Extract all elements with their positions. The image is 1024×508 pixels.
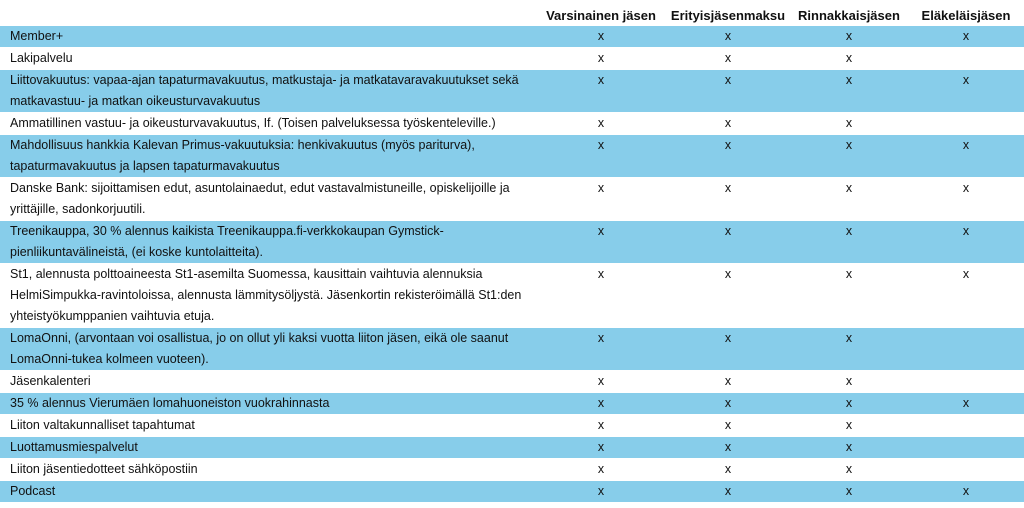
benefit-cell: Luottamusmiespalvelut [0, 437, 536, 459]
mark-varsinainen-jasen: x [536, 135, 666, 178]
table-row [0, 328, 1024, 371]
table-row [0, 371, 1024, 393]
mark-elakelaisjasen [908, 328, 1024, 371]
table-row [0, 264, 1024, 328]
benefit-cell: Mahdollisuus hankkia Kalevan Primus-vakuutuksia: henkivakuutus (myös pariturva), tapaturmavakuutus ja lapsen tapaturmavakuutus [0, 135, 536, 178]
benefit-cell: Ammatillinen vastuu- ja oikeusturvavakuutus, If. (Toisen palveluksessa työskenteleville.) [10, 116, 496, 130]
mark-rinnakkaisjasen: x [845, 374, 853, 388]
mark-varsinainen-jasen: x [536, 70, 666, 113]
benefit-cell: Liiton valtakunnalliset tapahtumat [10, 418, 195, 432]
mark-varsinainen-jasen: x [536, 26, 666, 48]
header-benefit [0, 0, 536, 26]
mark-erityisjasenmaksu: x [666, 437, 790, 459]
header-varsinainen-jasen: Varsinainen jäsen [546, 7, 656, 23]
mark-erityisjasenmaksu: x [666, 70, 790, 113]
mark-erityisjasenmaksu: x [724, 418, 732, 432]
mark-elakelaisjasen [908, 113, 1024, 135]
header-elakelaisjasen: Eläkeläisjäsen [921, 7, 1011, 23]
mark-elakelaisjasen: x [908, 70, 1024, 113]
mark-elakelaisjasen [908, 371, 1024, 393]
mark-elakelaisjasen: x [908, 135, 1024, 178]
mark-erityisjasenmaksu: x [666, 481, 790, 503]
mark-elakelaisjasen: x [962, 181, 970, 195]
header-row [0, 0, 1024, 26]
mark-erityisjasenmaksu: x [666, 221, 790, 264]
table-row [0, 70, 1024, 113]
mark-erityisjasenmaksu: x [666, 393, 790, 415]
table-row [0, 459, 1024, 481]
header-rinnakkaisjasen: Rinnakkaisjäsen [798, 7, 900, 23]
mark-rinnakkaisjasen: x [845, 181, 853, 195]
table-row [0, 113, 1024, 135]
mark-varsinainen-jasen: x [597, 267, 605, 281]
mark-erityisjasenmaksu: x [724, 181, 732, 195]
benefit-cell: Treenikauppa, 30 % alennus kaikista Treenikauppa.fi-verkkokaupan Gymstick-pienliikuntavälineistä, (ei koske kuntolaitteita). [0, 221, 536, 264]
mark-erityisjasenmaksu: x [724, 116, 732, 130]
mark-varsinainen-jasen: x [536, 437, 666, 459]
mark-elakelaisjasen: x [908, 481, 1024, 503]
benefit-cell: Jäsenkalenteri [10, 374, 91, 388]
mark-varsinainen-jasen: x [536, 481, 666, 503]
table-row [0, 393, 1024, 415]
mark-varsinainen-jasen: x [597, 374, 605, 388]
mark-varsinainen-jasen: x [597, 51, 605, 65]
mark-varsinainen-jasen: x [597, 418, 605, 432]
benefit-cell: Danske Bank: sijoittamisen edut, asuntolainaedut, edut vastavalmistuneille, opiskelijoille ja yrittäjille, sadonkorjuutili. [10, 181, 510, 216]
mark-rinnakkaisjasen: x [845, 267, 853, 281]
mark-rinnakkaisjasen: x [845, 51, 853, 65]
mark-varsinainen-jasen: x [597, 462, 605, 476]
benefit-cell: Liiton jäsentiedotteet sähköpostiin [10, 462, 198, 476]
mark-rinnakkaisjasen: x [790, 328, 908, 371]
mark-varsinainen-jasen: x [597, 116, 605, 130]
benefit-cell: Podcast [0, 481, 536, 503]
table-row [0, 415, 1024, 437]
header-erityisjasenmaksu: Erityisjäsenmaksu [670, 7, 786, 23]
mark-elakelaisjasen: x [908, 26, 1024, 48]
table-row [0, 135, 1024, 178]
mark-erityisjasenmaksu: x [724, 267, 732, 281]
mark-elakelaisjasen [908, 459, 1024, 481]
table-row [0, 481, 1024, 503]
mark-rinnakkaisjasen: x [790, 481, 908, 503]
mark-rinnakkaisjasen: x [790, 437, 908, 459]
mark-rinnakkaisjasen: x [790, 70, 908, 113]
mark-rinnakkaisjasen: x [845, 418, 853, 432]
mark-rinnakkaisjasen: x [790, 26, 908, 48]
mark-varsinainen-jasen: x [536, 393, 666, 415]
mark-varsinainen-jasen: x [597, 181, 605, 195]
benefit-cell: Lakipalvelu [10, 51, 73, 65]
table-row [0, 221, 1024, 264]
mark-elakelaisjasen: x [908, 393, 1024, 415]
table-body [0, 26, 1024, 503]
benefit-cell: Liittovakuutus: vapaa-ajan tapaturmavakuutus, matkustaja- ja matkatavaravakuutukset sekä matkavastuu- ja matkan oikeusturvavakuutus [0, 70, 536, 113]
mark-rinnakkaisjasen: x [790, 221, 908, 264]
table-row [0, 178, 1024, 221]
mark-rinnakkaisjasen: x [845, 116, 853, 130]
mark-erityisjasenmaksu: x [724, 462, 732, 476]
mark-elakelaisjasen [908, 415, 1024, 437]
mark-varsinainen-jasen: x [536, 328, 666, 371]
mark-elakelaisjasen: x [962, 267, 970, 281]
mark-rinnakkaisjasen: x [790, 393, 908, 415]
mark-erityisjasenmaksu: x [724, 374, 732, 388]
benefit-cell: St1, alennusta polttoaineesta St1-asemilta Suomessa, kausittain vaihtuvia alennuksia HelmiSimpukka-ravintoloissa, alennusta lämmitysöljystä. Jäsenkortin rekisteröimällä St1:den yhteistyökumppanien vaihtuvia etuja. [10, 267, 522, 323]
mark-erityisjasenmaksu: x [666, 135, 790, 178]
mark-erityisjasenmaksu: x [666, 26, 790, 48]
benefit-cell: Member+ [0, 26, 536, 48]
mark-elakelaisjasen [908, 48, 1024, 70]
table-row [0, 437, 1024, 459]
mark-rinnakkaisjasen: x [790, 135, 908, 178]
mark-rinnakkaisjasen: x [845, 462, 853, 476]
mark-elakelaisjasen: x [908, 221, 1024, 264]
mark-elakelaisjasen [908, 437, 1024, 459]
mark-erityisjasenmaksu: x [666, 328, 790, 371]
benefit-cell: LomaOnni, (arvontaan voi osallistua, jo on ollut yli kaksi vuotta liiton jäsen, eikä ole saanut LomaOnni-tukea kolmeen vuoteen). [0, 328, 536, 371]
benefit-cell: 35 % alennus Vierumäen lomahuoneiston vuokrahinnasta [0, 393, 536, 415]
table-row [0, 48, 1024, 70]
mark-erityisjasenmaksu: x [724, 51, 732, 65]
table-row [0, 26, 1024, 48]
mark-varsinainen-jasen: x [536, 221, 666, 264]
